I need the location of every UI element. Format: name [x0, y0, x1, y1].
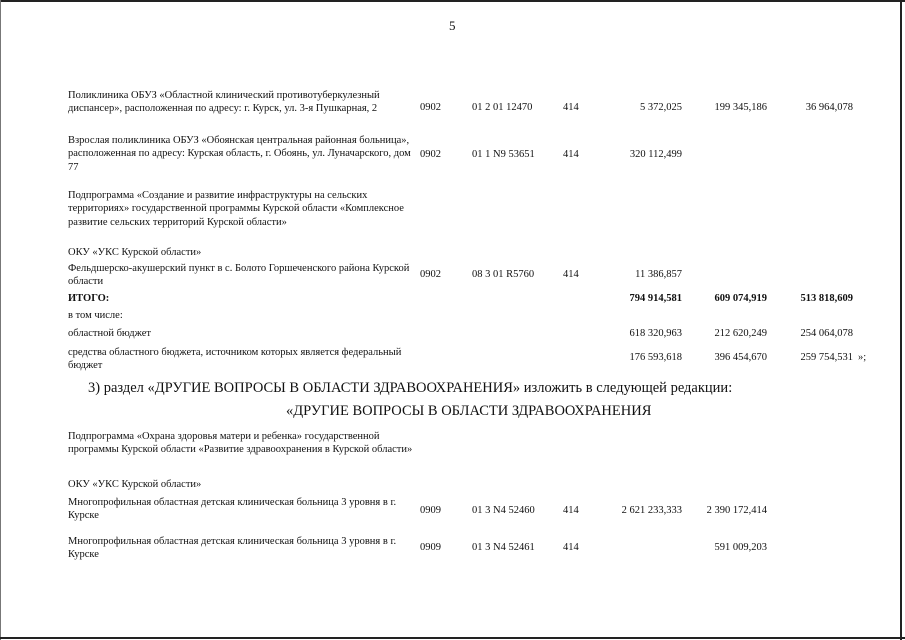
section-3-instruction: 3) раздел «ДРУГИЕ ВОПРОСЫ В ОБЛАСТИ ЗДРАВООХРАНЕНИЯ» изложить в следующей редакции: [88, 380, 733, 396]
row-value-year3: 254 064,078 [800, 328, 853, 339]
row-value-year2: 2 390 172,414 [706, 505, 767, 516]
row-name: Многопрофильная областная детская клиническая больница 3 уровня в г. Курске [68, 536, 397, 561]
row-value-year1: 320 112,499 [629, 149, 682, 160]
scan-bottom-border [0, 637, 905, 639]
row-name: в том числе: [68, 310, 123, 321]
row-name: Подпрограмма «Создание и развитие инфраструктуры на сельских территориях» государственной программы Курской области «Комплексное развитие сельских территорий Курской области» [68, 190, 404, 228]
row-name: Фельдшерско-акушерский пункт в с. Болото Горшеченского района Курской области [68, 263, 410, 288]
row-value-year1: 11 386,857 [635, 269, 682, 280]
section-title: «ДРУГИЕ ВОПРОСЫ В ОБЛАСТИ ЗДРАВООХРАНЕНИЯ [286, 403, 652, 419]
row-target-code: 01 2 01 12470 [472, 102, 533, 113]
row-section: 0902 [420, 149, 441, 160]
row-value-year1: 794 914,581 [629, 293, 682, 304]
row-value-year3: 513 818,609 [800, 293, 853, 304]
row-section: 0909 [420, 542, 441, 553]
row-value-year1: 176 593,618 [629, 352, 682, 363]
row-target-code: 01 3 N4 52460 [472, 505, 535, 516]
row-value-year2: 591 009,203 [714, 542, 767, 553]
row-target-code: 08 3 01 R5760 [472, 269, 535, 280]
row-name: областной бюджет [68, 328, 151, 339]
closing-quote-mark: »; [858, 352, 867, 363]
row-name: Многопрофильная областная детская клиническая больница 3 уровня в г. Курске [68, 497, 397, 522]
row-name: ОКУ «УКС Курской области» [68, 247, 202, 258]
page-number: 5 [449, 18, 456, 33]
row-expense-type: 414 [563, 102, 579, 113]
row-value-year1: 5 372,025 [640, 102, 682, 113]
scan-left-border [0, 0, 1, 640]
row-value-year3: 36 964,078 [805, 102, 853, 113]
row-name: Подпрограмма «Охрана здоровья матери и ребенка» государственной программы Курской области «Развитие здравоохранения в Курской области» [68, 431, 413, 456]
scan-top-border [0, 0, 905, 2]
row-section: 0909 [420, 505, 441, 516]
row-value-year2: 199 345,186 [714, 102, 767, 113]
row-expense-type: 414 [563, 149, 579, 160]
row-expense-type: 414 [563, 269, 579, 280]
row-value-year2: 212 620,249 [714, 328, 767, 339]
row-value-year2: 396 454,670 [714, 352, 767, 363]
scan-right-border [900, 0, 902, 640]
row-value-year2: 609 074,919 [714, 293, 767, 304]
row-name: Поликлиника ОБУЗ «Областной клинический противотуберкулезный диспансер», расположенная по адресу: г. Курск, ул. 3-я Пушкарная, 2 [68, 90, 380, 115]
row-target-code: 01 3 N4 52461 [472, 542, 535, 553]
row-section: 0902 [420, 102, 441, 113]
row-value-year1: 618 320,963 [629, 328, 682, 339]
row-section: 0902 [420, 269, 441, 280]
row-value-year1: 2 621 233,333 [621, 505, 682, 516]
row-name: средства областного бюджета, источником которых является федеральный бюджет [68, 347, 402, 372]
row-expense-type: 414 [563, 505, 579, 516]
row-name: Взрослая поликлиника ОБУЗ «Обоянская центральная районная больница», расположенная по адресу: Курская область, г. Обоянь, ул. Луначарского, дом 77 [68, 135, 411, 173]
row-expense-type: 414 [563, 542, 579, 553]
row-name: ИТОГО: [68, 293, 110, 304]
row-name: ОКУ «УКС Курской области» [68, 479, 202, 490]
row-value-year3: 259 754,531 [800, 352, 853, 363]
row-target-code: 01 1 N9 53651 [472, 149, 535, 160]
